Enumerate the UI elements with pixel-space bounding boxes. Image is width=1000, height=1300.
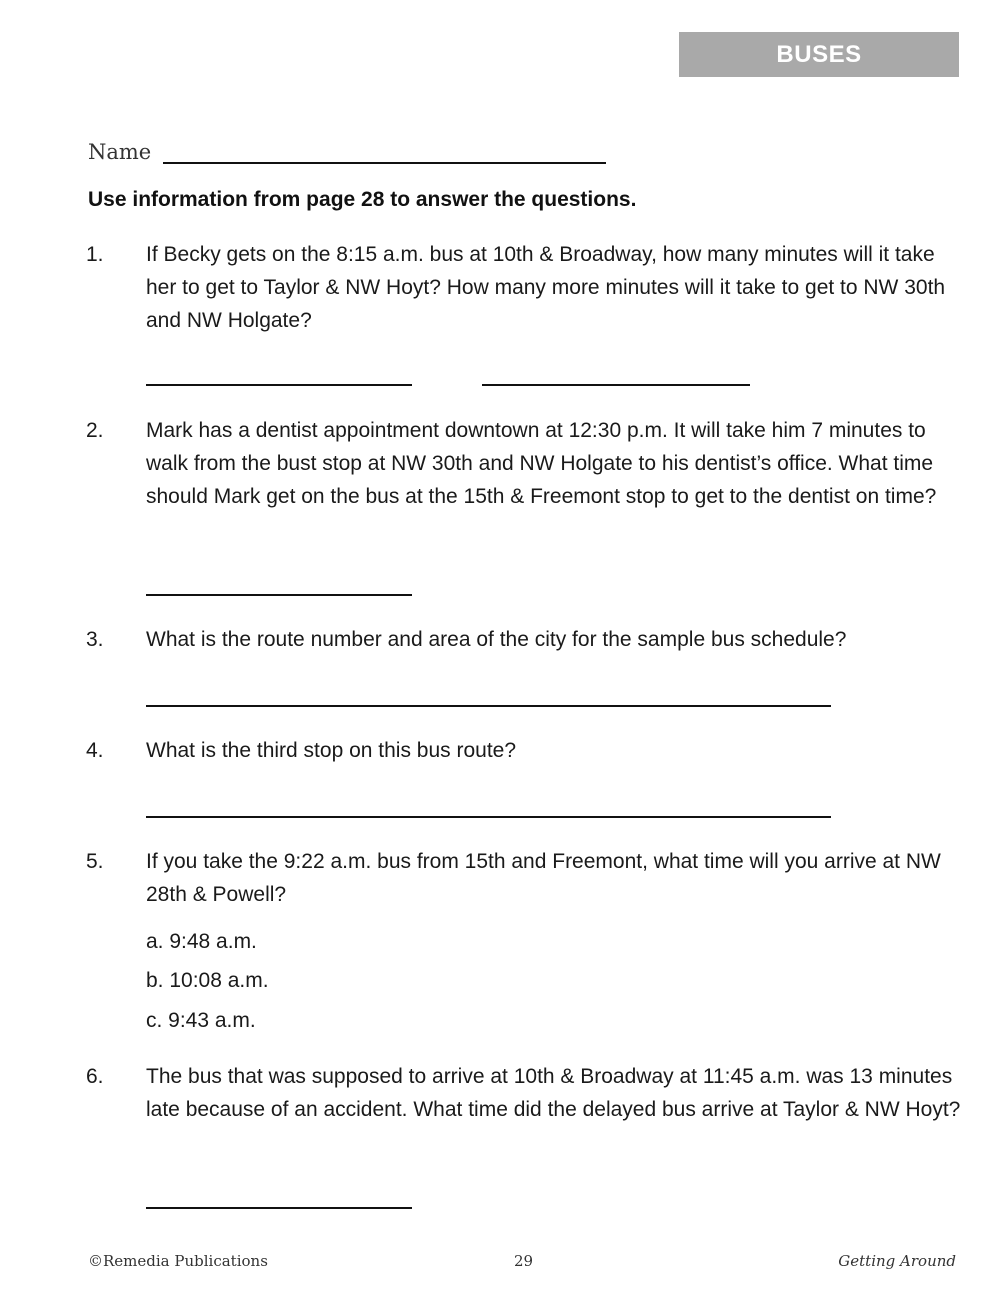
question-1	[86, 238, 966, 337]
question-number: 1.	[86, 243, 104, 266]
question-2	[86, 414, 966, 513]
footer-page-number: 29	[514, 1252, 534, 1270]
question-text: If you take the 9:22 a.m. bus from 15th and Freemont, what time will you arrive at NW 28th & Powell?	[146, 850, 941, 906]
choice-a[interactable]: a. 9:48 a.m.	[146, 930, 257, 953]
answer-line-1b[interactable]	[482, 384, 750, 386]
answer-line-6[interactable]	[146, 1207, 412, 1209]
question-number: 5.	[86, 850, 104, 873]
question-number: 6.	[86, 1065, 104, 1088]
question-6	[86, 1060, 966, 1126]
name-label: Name	[88, 140, 152, 164]
footer-publisher: ©Remedia Publications	[88, 1252, 268, 1270]
question-3	[86, 623, 966, 656]
name-answer-line[interactable]	[163, 140, 606, 164]
section-tab: BUSES	[679, 32, 959, 77]
answer-line-3[interactable]	[146, 705, 831, 707]
question-number: 2.	[86, 419, 104, 442]
answer-line-4[interactable]	[146, 816, 831, 818]
question-text: If Becky gets on the 8:15 a.m. bus at 10th & Broadway, how many minutes will it take her to get to Taylor & NW Hoyt? How many more minutes will it take to get to NW 30th and NW Holgate?	[146, 243, 946, 332]
choice-b[interactable]: b. 10:08 a.m.	[146, 969, 269, 992]
name-row	[88, 134, 606, 164]
instructions: Use information from page 28 to answer the questions.	[88, 188, 637, 211]
question-text: Mark has a dentist appointment downtown at 12:30 p.m. It will take him 7 minutes to walk from the bust stop at NW 30th and NW Holgate to his dentist’s office. What time should Mark get on the bus at the 15th & Freemont stop to get to the dentist on time?	[146, 419, 937, 508]
question-text: What is the third stop on this bus route?	[146, 739, 517, 762]
question-number: 4.	[86, 739, 104, 762]
footer-book-title: Getting Around	[838, 1252, 956, 1270]
question-text: What is the route number and area of the city for the sample bus schedule?	[146, 628, 847, 651]
question-4	[86, 734, 966, 767]
question-5	[86, 845, 966, 911]
question-number: 3.	[86, 628, 104, 651]
answer-line-2[interactable]	[146, 594, 412, 596]
choice-c[interactable]: c. 9:43 a.m.	[146, 1009, 256, 1032]
question-text: The bus that was supposed to arrive at 10th & Broadway at 11:45 a.m. was 13 minutes late because of an accident. What time did the delayed bus arrive at Taylor & NW Hoyt?	[146, 1065, 961, 1121]
answer-line-1a[interactable]	[146, 384, 412, 386]
